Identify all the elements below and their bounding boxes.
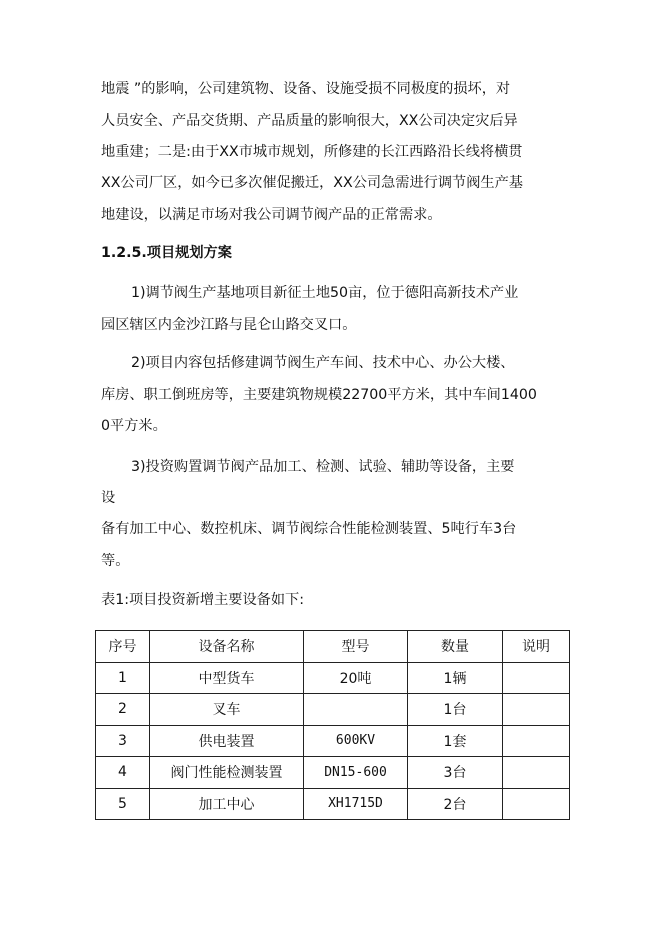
cell-name: 加工中心 <box>150 788 304 820</box>
item2-line: 0平方米。 <box>101 418 167 434</box>
paragraph-line: 地震 ”的影响，公司建筑物、设备、设施受损不同极度的损坏，对 <box>101 81 511 97</box>
item2-line: 2)项目内容包括修建调节阀生产车间、技术中心、办公大楼、 <box>131 355 515 371</box>
cell-note <box>503 725 570 757</box>
cell-quantity: 3台 <box>408 757 503 789</box>
cell-index: 1 <box>96 662 150 694</box>
paragraph-line: XX公司厂区，如今已多次催促搬迁，XX公司急需进行调节阀生产基 <box>101 175 523 191</box>
cell-note <box>503 694 570 726</box>
cell-quantity: 2台 <box>408 788 503 820</box>
header-quantity: 数量 <box>408 631 503 663</box>
cell-name: 阀门性能检测装置 <box>150 757 304 789</box>
cell-name: 叉车 <box>150 694 304 726</box>
cell-index: 2 <box>96 694 150 726</box>
cell-model: DN15-600 <box>304 757 408 789</box>
paragraph-line: 地建设，以满足市场对我公司调节阀产品的正常需求。 <box>101 207 442 223</box>
cell-index: 4 <box>96 757 150 789</box>
header-model: 型号 <box>304 631 408 663</box>
cell-index: 3 <box>96 725 150 757</box>
section-heading: 1.2.5.项目规划方案 <box>101 245 232 261</box>
item3-line: 等。 <box>101 553 130 569</box>
item3-line: 备有加工中心、数控机床、调节阀综合性能检测装置、5吨行车3台 <box>101 521 517 537</box>
table-row <box>96 694 570 726</box>
table-caption: 表1:项目投资新增主要设备如下: <box>101 592 305 608</box>
table-row <box>96 662 570 694</box>
cell-model <box>304 694 408 726</box>
header-name: 设备名称 <box>150 631 304 663</box>
paragraph-line: 人员安全、产品交货期、产品质量的影响很大，XX公司决定灾后异 <box>101 113 518 129</box>
item1-line: 1)调节阀生产基地项目新征土地50亩，位于德阳高新技术产业 <box>131 285 519 301</box>
cell-note <box>503 788 570 820</box>
equipment-table <box>95 630 570 820</box>
cell-quantity: 1台 <box>408 694 503 726</box>
cell-note <box>503 662 570 694</box>
cell-model: 20吨 <box>304 662 408 694</box>
cell-name: 供电装置 <box>150 725 304 757</box>
cell-index: 5 <box>96 788 150 820</box>
header-note: 说明 <box>503 631 570 663</box>
item3-line: 设 <box>101 490 116 506</box>
table-row <box>96 725 570 757</box>
cell-quantity: 1辆 <box>408 662 503 694</box>
table-row <box>96 788 570 820</box>
item3-line: 3)投资购置调节阀产品加工、检测、试验、辅助等设备，主要 <box>131 459 515 475</box>
paragraph-line: 地重建；二是:由于XX市城市规划，所修建的长江西路沿长线将横贯 <box>101 144 523 160</box>
cell-model: XH1715D <box>304 788 408 820</box>
cell-model: 600KV <box>304 725 408 757</box>
cell-quantity: 1套 <box>408 725 503 757</box>
table-header-row <box>96 631 570 663</box>
cell-name: 中型货车 <box>150 662 304 694</box>
cell-note <box>503 757 570 789</box>
item1-line: 园区辖区内金沙江路与昆仑山路交叉口。 <box>101 317 357 333</box>
table-row <box>96 757 570 789</box>
item2-line: 库房、职工倒班房等，主要建筑物规模22700平方米，其中车间1400 <box>101 387 537 403</box>
header-index: 序号 <box>96 631 150 663</box>
